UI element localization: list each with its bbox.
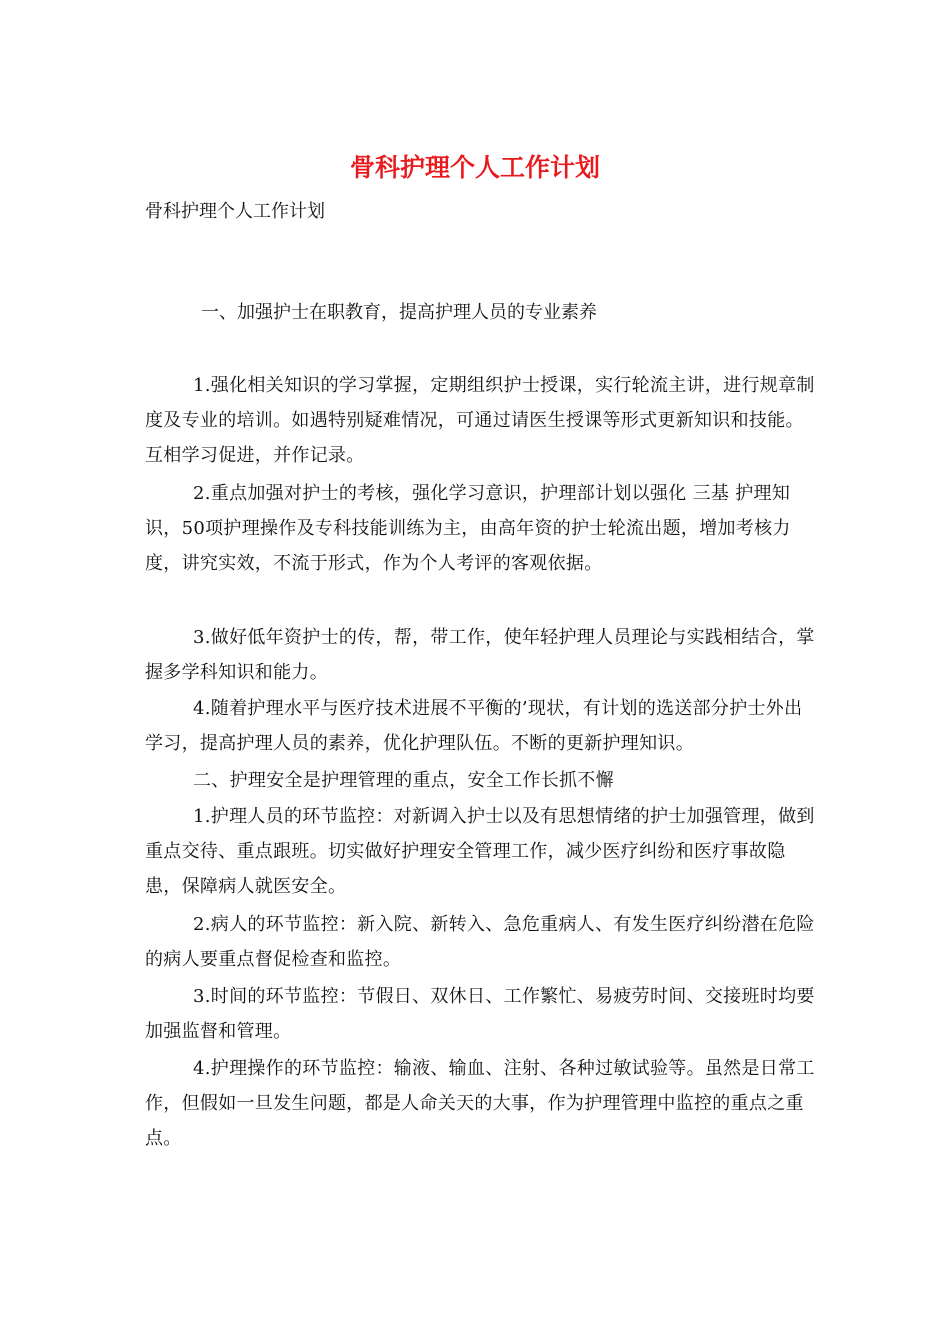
document-title: 骨科护理个人工作计划 (349, 153, 600, 182)
section-2-paragraph-2: 2.病人的环节监控：新入院、新转入、急危重病人、有发生医疗纠纷潜在危险的病人要重点督促检查和监控。 (145, 914, 815, 970)
section-2-paragraph-3: 3.时间的环节监控：节假日、双休日、工作繁忙、易疲劳时间、交接班时均要加强监督和管理。 (145, 986, 815, 1042)
section-2-paragraph-4: 4.护理操作的环节监控：输液、输血、注射、各种过敏试验等。虽然是日常工作，但假如一旦发生问题，都是人命关天的大事，作为护理管理中监控的重点之重点。 (145, 1058, 815, 1149)
document-subtitle: 骨科护理个人工作计划 (145, 201, 325, 222)
section-1-paragraph-1: 1.强化相关知识的学习掌握，定期组织护士授课，实行轮流主讲，进行规章制度及专业的培训。如遇特别疑难情况，可通过请医生授课等形式更新知识和技能。互相学习促进，并作记录。 (145, 375, 815, 466)
section-2-heading: 二、护理安全是护理管理的重点，安全工作长抓不懈 (193, 770, 614, 791)
section-1-paragraph-4: 4.随着护理水平与医疗技术进展不平衡的’现状，有计划的选送部分护士外出学习，提高护理人员的素养，优化护理队伍。不断的更新护理知识。 (145, 698, 803, 754)
section-1-paragraph-3: 3.做好低年资护士的传，帮，带工作，使年轻护理人员理论与实践相结合，掌握多学科知识和能力。 (145, 627, 815, 683)
section-1-heading: 一、加强护士在职教育，提高护理人员的专业素养 (201, 302, 597, 323)
section-1-paragraph-2: 2.重点加强对护士的考核，强化学习意识，护理部计划以强化 三基 护理知识，50项护理操作及专科技能训练为主，由高年资的护士轮流出题，增加考核力度，讲究实效，不流于形式，作为个人考评的客观依据。 (145, 483, 791, 574)
section-2-paragraph-1: 1.护理人员的环节监控：对新调入护士以及有思想情绪的护士加强管理，做到重点交待、重点跟班。切实做好护理安全管理工作，减少医疗纠纷和医疗事故隐患，保障病人就医安全。 (145, 806, 815, 897)
